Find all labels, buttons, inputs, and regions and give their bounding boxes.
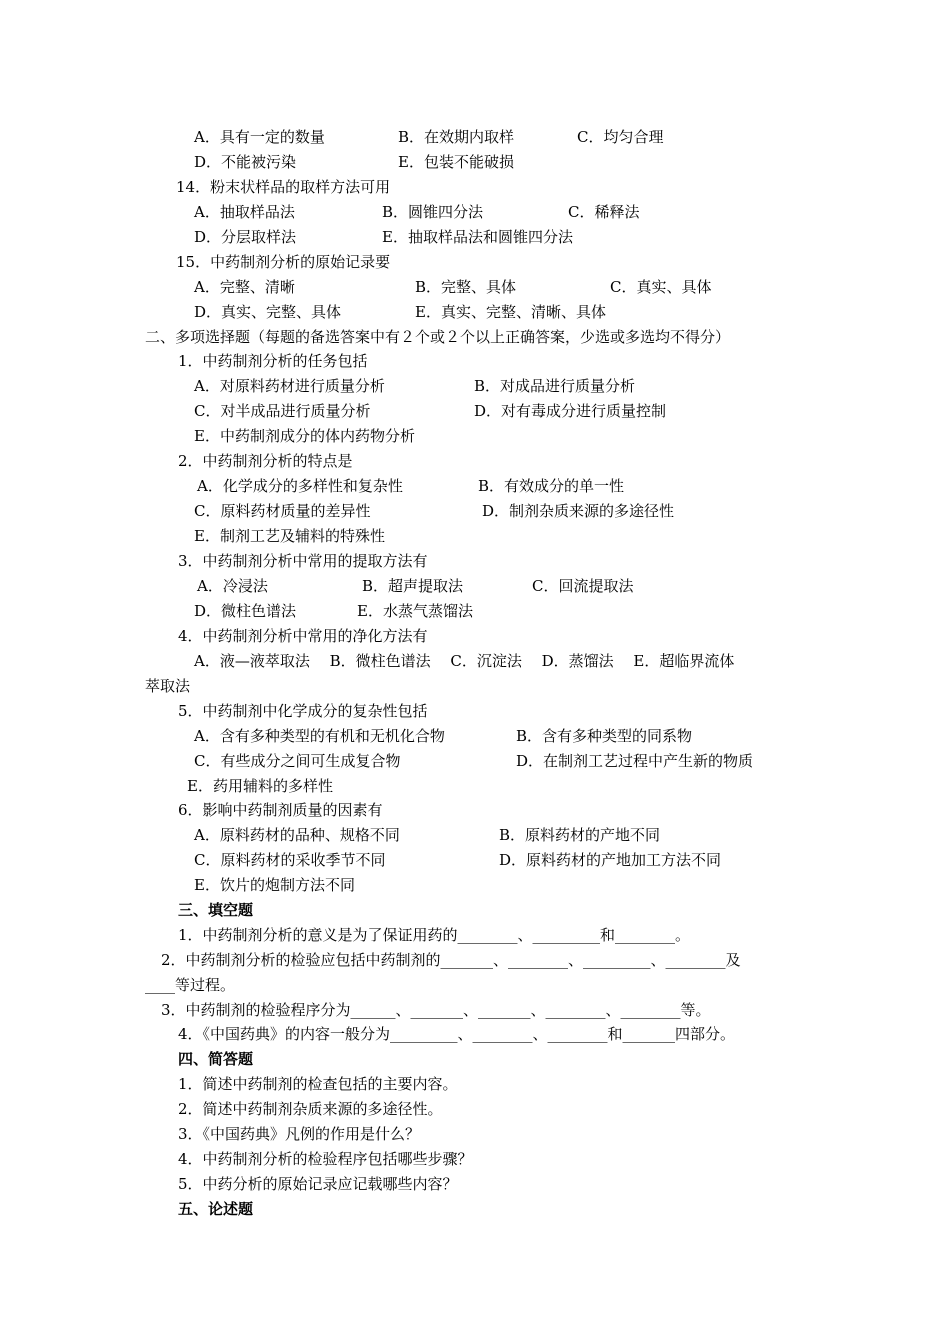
s2-q4-options: A．液—液萃取法 B．微柱色谱法 C．沉淀法 D．蒸馏法 E．超临界流体 [194, 652, 735, 670]
s2-q5-option-d: D．在制剂工艺过程中产生新的物质 [516, 752, 754, 770]
s2-q4-options-cont: 萃取法 [145, 677, 191, 695]
s3-q1: 1．中药制剂分析的意义是为了保证用药的________、_________和________。 [178, 926, 691, 944]
s4-item-4: 4．中药制剂分析的检验程序包括哪些步骤？ [178, 1150, 473, 1168]
q14-option-a: A．抽取样品法 [194, 203, 295, 221]
q14-option-d: D．分层取样法 [194, 228, 297, 246]
s2-q6-stem: 6．影响中药制剂质量的因素有 [178, 801, 383, 819]
s3-q2-cont: ____等过程。 [145, 976, 236, 994]
section4-heading: 四、简答题 [178, 1050, 254, 1068]
s4-item-5: 5．中药分析的原始记录应记载哪些内容？ [178, 1175, 458, 1193]
q15-option-d: D．真实、完整、具体 [194, 303, 342, 321]
s2-q1-option-d: D．对有毒成分进行质量控制 [474, 402, 667, 420]
q14-option-b: B．圆锥四分法 [382, 203, 484, 221]
section5-heading: 五、论述题 [178, 1200, 254, 1218]
q15-stem: 15．中药制剂分析的原始记录要 [176, 253, 391, 271]
s3-q4: 4．《中国药典》的内容一般分为_________、________、________和_______四部分。 [178, 1025, 736, 1043]
s2-q3-option-e: E．水蒸气蒸馏法 [357, 602, 473, 620]
s3-q2: 2．中药制剂分析的检验应包括中药制剂的_______、________、_________、________及 [161, 951, 741, 969]
q15-option-e: E．真实、完整、清晰、具体 [415, 303, 606, 321]
s2-q3-stem: 3．中药制剂分析中常用的提取方法有 [178, 552, 428, 570]
s2-q5-option-c: C．有些成分之间可生成复合物 [194, 752, 401, 770]
q13-option-d: D．不能被污染 [194, 153, 297, 171]
section3-heading: 三、填空题 [178, 901, 254, 919]
s2-q2-option-c: C．原料药材质量的差异性 [194, 502, 371, 520]
s2-q4-stem: 4．中药制剂分析中常用的净化方法有 [178, 627, 428, 645]
s2-q6-option-b: B．原料药材的产地不同 [499, 826, 661, 844]
q13-option-e: E．包装不能破损 [398, 153, 514, 171]
q13-option-c: C．均匀合理 [577, 128, 664, 146]
q15-option-a: A．完整、清晰 [194, 278, 295, 296]
section2-heading: 二、多项选择题（每题的备选答案中有２个或２个以上正确答案，少选或多选均不得分） [145, 328, 731, 346]
s2-q1-option-a: A．对原料药材进行质量分析 [194, 377, 385, 395]
s2-q2-option-d: D．制剂杂质来源的多途径性 [482, 502, 675, 520]
s2-q1-option-e: E．中药制剂成分的体内药物分析 [194, 427, 415, 445]
q15-option-b: B．完整、具体 [415, 278, 517, 296]
s2-q3-option-a: A．冷浸法 [197, 577, 268, 595]
s2-q5-option-a: A．含有多种类型的有机和无机化合物 [194, 727, 445, 745]
q14-stem: 14．粉末状样品的取样方法可用 [176, 178, 391, 196]
s2-q2-option-b: B．有效成分的单一性 [478, 477, 625, 495]
s2-q5-option-b: B．含有多种类型的同系物 [516, 727, 693, 745]
s4-item-3: 3．《中国药典》凡例的作用是什么？ [178, 1125, 421, 1143]
s2-q3-option-c: C．回流提取法 [532, 577, 634, 595]
q15-option-c: C．真实、具体 [610, 278, 712, 296]
q13-option-a: A．具有一定的数量 [194, 128, 325, 146]
s2-q3-option-d: D．微柱色谱法 [194, 602, 297, 620]
s2-q2-option-a: A．化学成分的多样性和复杂性 [197, 477, 403, 495]
s2-q5-stem: 5．中药制剂中化学成分的复杂性包括 [178, 702, 428, 720]
s2-q6-option-c: C．原料药材的采收季节不同 [194, 851, 386, 869]
s2-q2-stem: 2．中药制剂分析的特点是 [178, 452, 353, 470]
s3-q3: 3．中药制剂的检验程序分为______、_______、_______、________、________等。 [161, 1001, 711, 1019]
s2-q1-stem: 1．中药制剂分析的任务包括 [178, 352, 368, 370]
s2-q3-option-b: B．超声提取法 [362, 577, 464, 595]
s2-q1-option-b: B．对成品进行质量分析 [474, 377, 636, 395]
q14-option-e: E．抽取样品法和圆锥四分法 [382, 228, 573, 246]
s2-q1-option-c: C．对半成品进行质量分析 [194, 402, 371, 420]
s2-q6-option-a: A．原料药材的品种、规格不同 [194, 826, 400, 844]
s2-q2-option-e: E．制剂工艺及辅料的特殊性 [194, 527, 385, 545]
s4-item-1: 1．简述中药制剂的检查包括的主要内容。 [178, 1075, 458, 1093]
s2-q6-option-e: E．饮片的炮制方法不同 [194, 876, 355, 894]
q14-option-c: C．稀释法 [568, 203, 640, 221]
s2-q5-option-e: E．药用辅料的多样性 [187, 777, 333, 795]
q13-option-b: B．在效期内取样 [398, 128, 515, 146]
s4-item-2: 2．简述中药制剂杂质来源的多途径性。 [178, 1100, 443, 1118]
s2-q6-option-d: D．原料药材的产地加工方法不同 [499, 851, 722, 869]
